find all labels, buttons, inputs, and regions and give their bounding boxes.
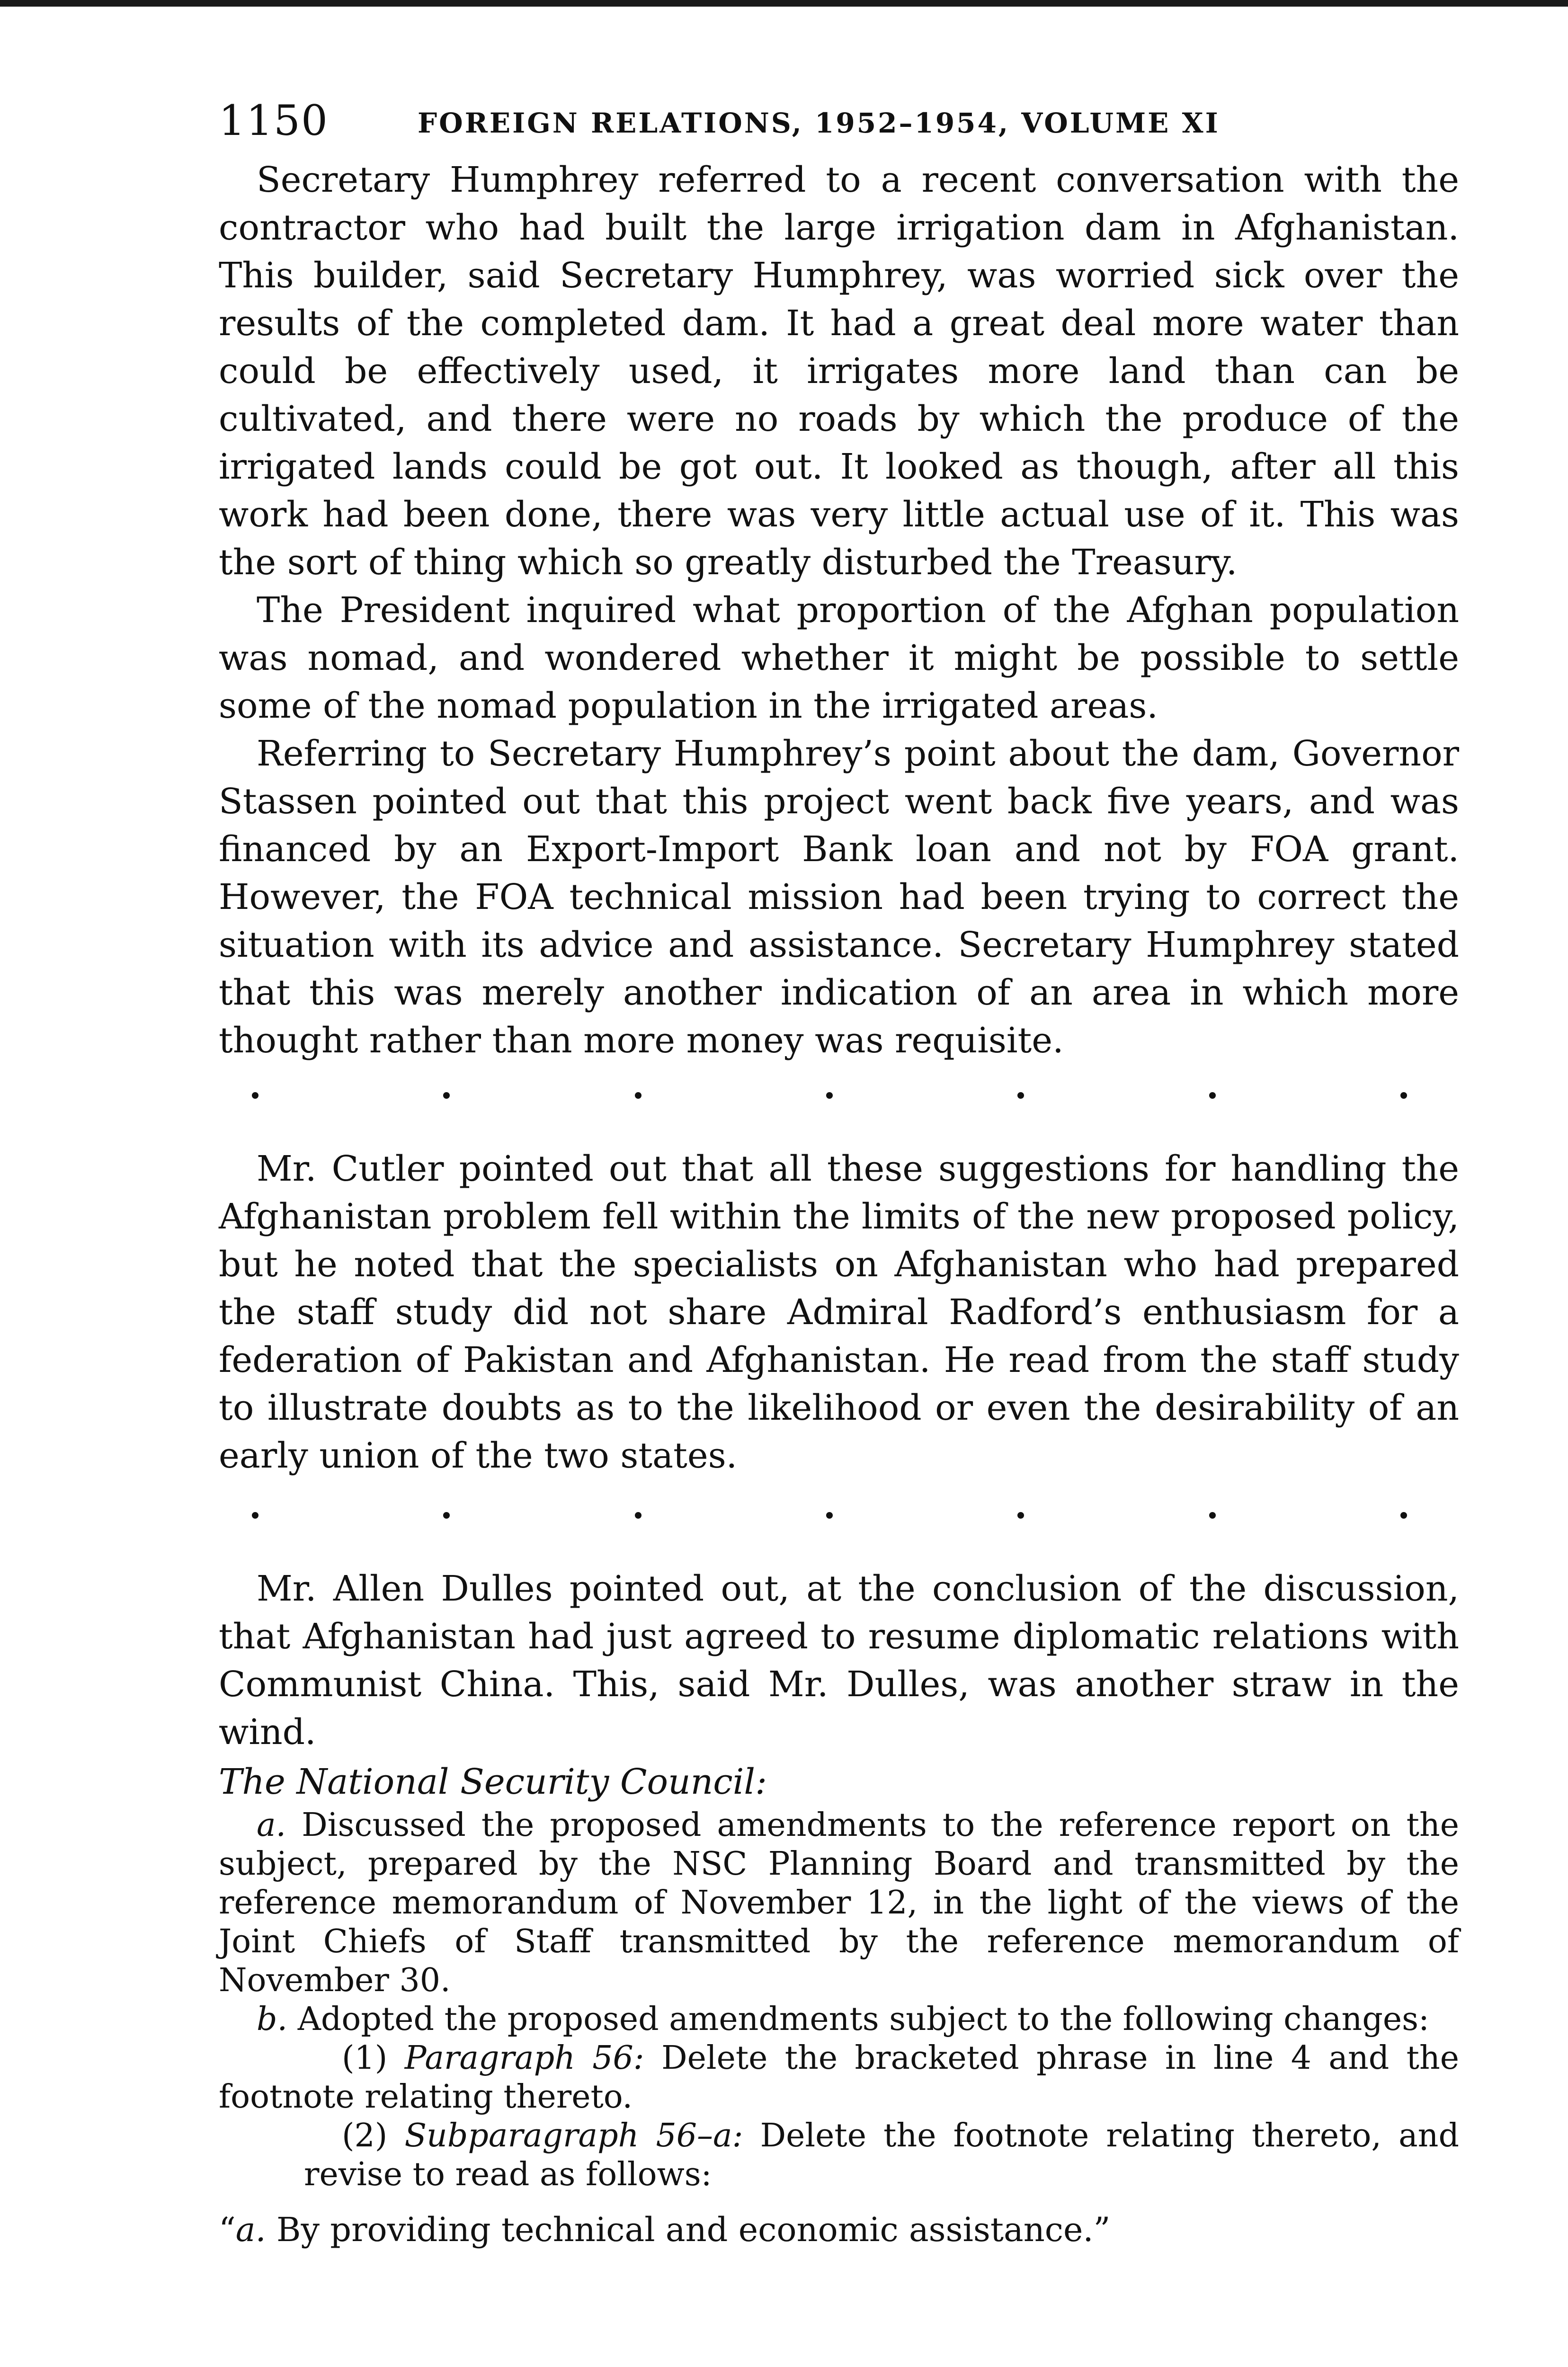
change-item-2 <box>219 2117 1459 2194</box>
action-a-text: Discussed the proposed amendments to the reference report on the subject, prepared by the NSC Planning Board and transmitted by the reference memorandum of November 12, in the light of the views of the Joint Chiefs of Staff transmitted by the reference memorandum of November 30. <box>219 1806 1459 1999</box>
action-b-text: Adopted the proposed amendments subject to the following changes: <box>287 2001 1429 2038</box>
paragraph-dulles-china: Mr. Allen Dulles pointed out, at the conclusion of the discussion, that Afghanistan had just agreed to resume diplomatic relations with Communist China. This, said Mr. Dulles, was another straw in the wind. <box>219 1568 1459 1753</box>
ellipsis-dot <box>635 1092 641 1099</box>
council-heading: The National Security Council: <box>219 1762 767 1802</box>
ellipsis-dot <box>826 1512 833 1519</box>
document-page <box>219 95 1459 2251</box>
ellipsis-dot <box>1209 1092 1216 1099</box>
paragraph-humphrey-dam: Secretary Humphrey referred to a recent conversation with the contractor who had built the large irrigation dam in Afghanistan. This builder, said Secretary Humphrey, was worried sick over the results of the completed dam. It had a great deal more water than could be effectively used, it irrigates more land than can be cultivated, and there were no roads by which the produce of the irrigated lands could be got out. It looked as though, after all this work had been done, there was very little actual use of it. This was the sort of thing which so greatly disturbed the Treasury. <box>219 160 1459 583</box>
page-number: 1150 <box>219 96 329 145</box>
change-item-1-number: (1) <box>342 2039 405 2077</box>
ellipsis-dot <box>1400 1092 1407 1099</box>
running-head <box>219 95 1459 147</box>
ellipsis-separator <box>219 1489 1459 1541</box>
paragraph-cutler-federation: Mr. Cutler pointed out that all these suggestions for handling the Afghanistan problem fell within the limits of the new proposed policy, but he noted that the specialists on Afghanistan who had prepared the staff study did not share Admiral Radford’s enthusiasm for a federation of Pakistan and Afghanistan. He read from the staff study to illustrate doubts as to the likelihood or even the desirability of an early union of the two states. <box>219 1148 1459 1476</box>
body-text <box>219 156 1459 2251</box>
ellipsis-dot <box>443 1092 450 1099</box>
ellipsis-dot <box>252 1512 258 1519</box>
quote-open-mark: “ <box>219 2210 236 2249</box>
paragraph-president-nomad: The President inquired what proportion of the Afghan population was nomad, and wondered whether it might be possible to settle some of the nomad population in the irrigated areas. <box>219 590 1459 726</box>
ellipsis-dot <box>826 1092 833 1099</box>
running-title: FOREIGN RELATIONS, 1952–1954, VOLUME XI <box>418 107 1220 139</box>
ellipsis-dot <box>1400 1512 1407 1519</box>
change-item-2-number: (2) <box>342 2117 405 2154</box>
ellipsis-separator <box>219 1069 1459 1121</box>
quote-text: By providing technical and economic assistance.” <box>266 2210 1111 2249</box>
ellipsis-dot <box>1209 1512 1216 1519</box>
revised-text-quote <box>219 2208 1459 2251</box>
ellipsis-dot <box>635 1512 641 1519</box>
quote-label: a. <box>235 2210 266 2249</box>
ellipsis-dot <box>1017 1512 1024 1519</box>
top-border-rule <box>0 0 1568 7</box>
change-item-1-label: Paragraph 56: <box>404 2039 644 2077</box>
action-b-label: b. <box>257 2001 288 2038</box>
change-item-2-label: Subparagraph 56–a: <box>404 2117 743 2154</box>
change-item-1 <box>219 2039 1459 2117</box>
action-a-label: a. <box>257 1806 286 1844</box>
action-a <box>219 1806 1459 2000</box>
action-b <box>219 2000 1459 2039</box>
ellipsis-dot <box>443 1512 450 1519</box>
change-item-2-text: Delete the footnote relating thereto, and revise to read as follows: <box>304 2117 1459 2193</box>
change-item-1-text: Delete the bracketed phrase in line 4 and the footnote relating thereto. <box>219 2039 1459 2116</box>
ellipsis-dot <box>1017 1092 1024 1099</box>
paragraph-stassen-dam: Referring to Secretary Humphrey’s point about the dam, Governor Stassen pointed out that this project went back five years, and was financed by an Export-Import Bank loan and not by FOA grant. However, the FOA technical mission had been trying to correct the situation with its advice and assistance. Secretary Humphrey stated that this was merely another indication of an area in which more thought rather than more money was requisite. <box>219 733 1459 1061</box>
ellipsis-dot <box>252 1092 258 1099</box>
